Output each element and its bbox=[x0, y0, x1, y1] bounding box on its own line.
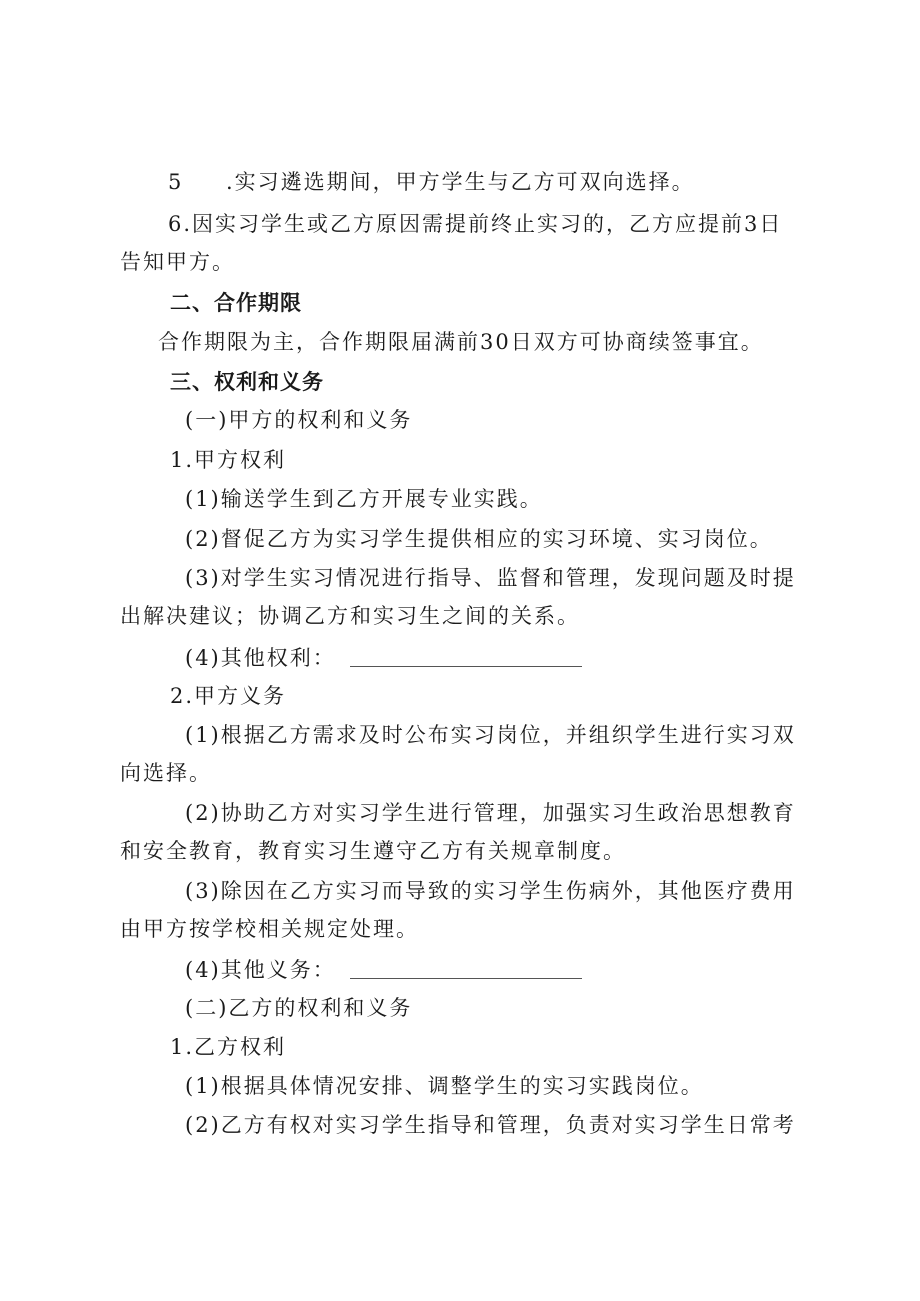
party-b-right-2-line-1: (2)乙方有权对实习学生指导和管理，负责对实习学生日常考 bbox=[185, 1113, 796, 1137]
other-rights-blank-field[interactable] bbox=[350, 648, 582, 667]
party-a-right-4-label: (4)其他权利： bbox=[185, 646, 336, 670]
clause-6-line-2: 告知甲方。 bbox=[120, 250, 235, 274]
party-b-subheading: (二)乙方的权利和义务 bbox=[185, 996, 413, 1020]
clause-6-line-1: 6.因实习学生或乙方原因需提前终止实习的，乙方应提前3日 bbox=[168, 212, 783, 236]
clause-5-text: .实习遴选期间，甲方学生与乙方可双向选择。 bbox=[226, 170, 695, 194]
party-a-right-4 bbox=[185, 643, 582, 673]
party-a-rights-title: 1.甲方权利 bbox=[170, 448, 287, 472]
party-a-duty-2-line-1: (2)协助乙方对实习学生进行管理，加强实习生政治思想教育 bbox=[185, 801, 796, 825]
clause-5-number: 5 bbox=[168, 170, 184, 194]
party-a-right-2: (2)督促乙方为实习学生提供相应的实习环境、实习岗位。 bbox=[185, 527, 773, 551]
party-b-right-1: (1)根据具体情况安排、调整学生的实习实践岗位。 bbox=[185, 1074, 704, 1098]
party-a-right-3-line-2: 出解决建议；协调乙方和实习生之间的关系。 bbox=[120, 604, 580, 628]
party-a-duty-1-line-1: (1)根据乙方需求及时公布实习岗位，并组织学生进行实习双 bbox=[185, 723, 796, 747]
party-a-duty-3-line-2: 由甲方按学校相关规定处理。 bbox=[120, 917, 419, 941]
party-a-duty-1-line-2: 向选择。 bbox=[120, 761, 212, 785]
party-a-duty-4 bbox=[185, 955, 582, 985]
party-a-duty-2-line-2: 和安全教育，教育实习生遵守乙方有关规章制度。 bbox=[120, 839, 626, 863]
cooperation-period-text: 合作期限为主，合作期限届满前30日双方可协商续签事宜。 bbox=[158, 330, 764, 354]
party-a-right-1: (1)输送学生到乙方开展专业实践。 bbox=[185, 487, 543, 511]
other-duties-blank-field[interactable] bbox=[350, 960, 582, 979]
party-a-duties-title: 2.甲方义务 bbox=[170, 684, 287, 708]
party-a-subheading: (一)甲方的权利和义务 bbox=[185, 408, 413, 432]
party-a-duty-4-label: (4)其他义务： bbox=[185, 958, 336, 982]
party-a-duty-3-line-1: (3)除因在乙方实习而导致的实习学生伤病外，其他医疗费用 bbox=[185, 879, 796, 903]
clause-5 bbox=[168, 167, 695, 197]
party-a-right-3-line-1: (3)对学生实习情况进行指导、监督和管理，发现问题及时提 bbox=[185, 566, 796, 590]
section-3-heading: 三、权利和义务 bbox=[170, 370, 324, 394]
party-b-rights-title: 1.乙方权利 bbox=[170, 1035, 287, 1059]
section-2-heading: 二、合作期限 bbox=[170, 291, 302, 315]
